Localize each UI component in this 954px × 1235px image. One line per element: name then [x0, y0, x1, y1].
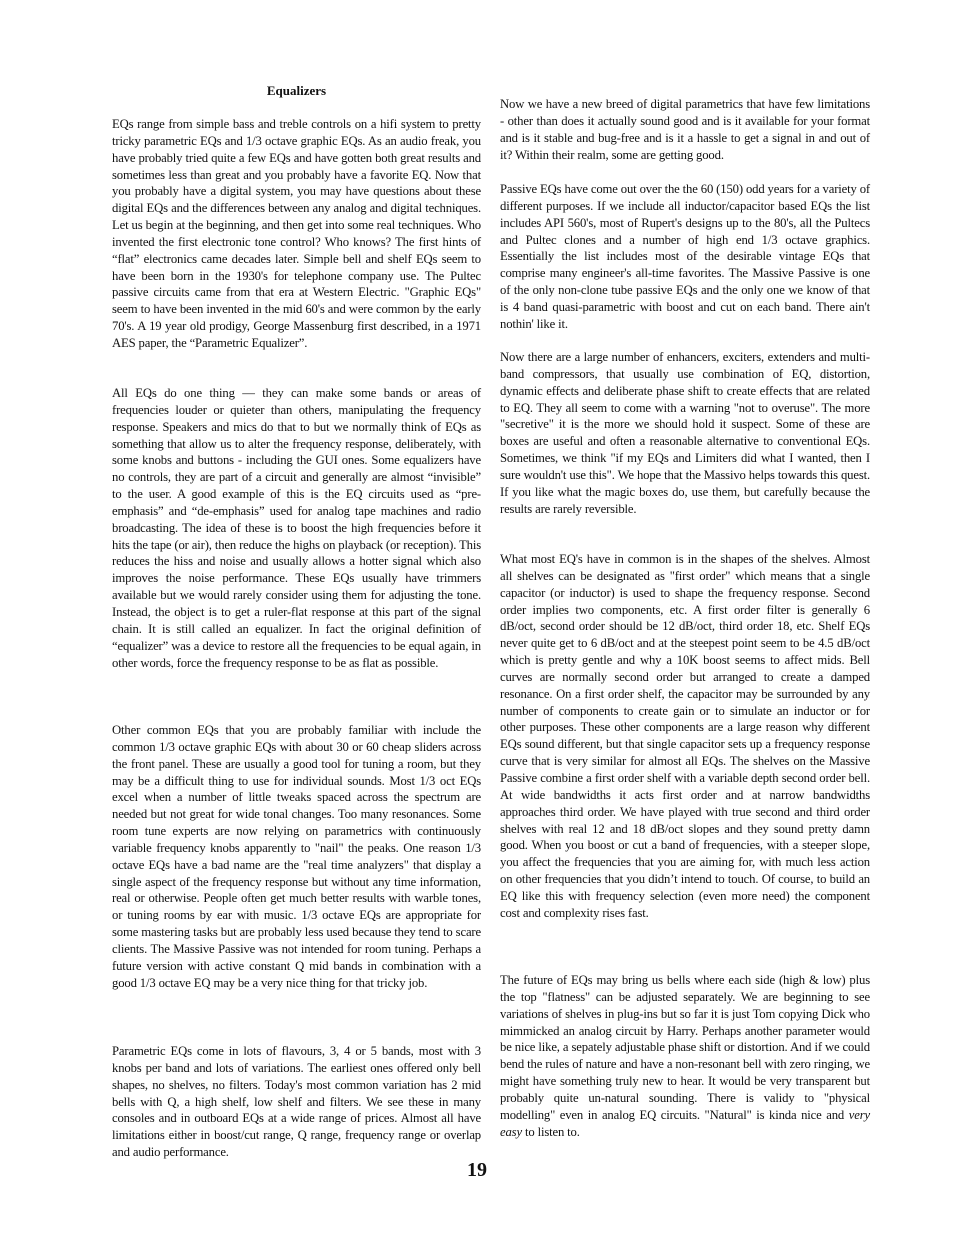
right-paragraph-1: Now we have a new breed of digital parametrics that have few limitations - other than does it actually sound good and is it available for your format and is it stable and bug-free and is it a hassle to get a signal in and out of it? Within their realm, some are getting good. [500, 97, 870, 162]
right-paragraph-2: Passive EQs have come out over the the 60 (150) odd years for a variety of different purposes. If we include all inductor/capacitor based EQs the list includes API 560's, most of Rupert's designs up to the 80's, all the Pultecs and Pultec clones and a number of high end 1/3 octave graphics. Essentially the list includes most of the desirable vintage EQs that comprise many engineer's all-time favorites. The Massive Passive is one of the only non-clone tube passive EQs and the only one we know of that is 4 band quasi-parametric with boost and cut on each band. There ain't nothin' like it. [500, 182, 870, 331]
left-paragraph-3: Other common EQs that you are probably familiar with include the common 1/3 octave graphic EQs with about 30 or 60 cheap sliders across the front panel. These are usually a good tool for tuning a room, but they may be a difficult thing to use for individual sounds. Most 1/3 oct EQs excel when a number of little tweaks spaced across the spectrum are needed but not great for wide tonal changes. Too many resonances. Some room tune experts are now relying on parametrics with continuously variable frequency knobs apparently to "nail" the peaks. One reason 1/3 octave EQs have a bad name are the "real time analyzers" that display a single aspect of the frequency response but without any time information, real or otherwise. People often get much better results with warble tones, or tuning rooms by ear with music. 1/3 octave EQs are appropriate for some mastering tasks but are probably less used because they tend to scare clients. The Massive Passive was not intended for room tuning. Perhaps a future version with active constant Q mid bands in combination with a good 1/3 octave EQ may be a very nice thing for that tricky job. [112, 723, 481, 990]
left-paragraph-2: All EQs do one thing — they can make some bands or areas of frequencies louder or quieter than others, manipulating the frequency response. Speakers and mics do that to but we normally think of EQs as something that allow us to alter the frequency response, deliberately, with some knobs and buttons - including the GUI ones. Some equalizers have no controls, they are part of a circuit and generally are almost “invisible” to the user. A good example of this is the EQ circuits used as “pre-emphasis” and “de-emphasis” used for analog tape machines and radio broadcasting. The idea of these is to boost the high frequencies before it hits the tape (or air), then reduce the highs on playback (or reception). This reduces the hiss and noise and usually allows a hotter signal which also improves the noise performance. These EQs usually have trimmers available but we would rarely consider using them for adjusting the tone. Instead, the object is to get a ruler-flat response at this part of the signal chain. It is still called an equalizer. In fact the original definition of “equalizer” was a device to restore all the frequencies to be equal again, in other words, force the frequency response to be as flat as possible. [112, 386, 481, 670]
paragraph-text: The future of EQs may bring us bells where each side (high & low) plus the top "flatness" can be adjusted separately. We are beginning to see variations of shelves in plug-ins but so far it is just Tom copying Dick who mimmicked an analog circuit by Harry. Perhaps another parameter would be nice like, a sepately adjustable phase shift or distortion. And if we could bend the rules of nature and have a non-resonant bell with zero ringing, we might have something truly new to hear. It would be very transparent but probably quite un-natural sounding. There is validy to "physical modelling" even in analog EQ circuits. "Natural" is kinda nice and [500, 973, 870, 1122]
left-paragraph-1: EQs range from simple bass and treble controls on a hifi system to pretty tricky parametric EQs and 1/3 octave graphic EQs. As an audio freak, you have probably tried quite a few EQs and have gotten both great results and sometimes less than great and you probably have a favorite EQ. Now that you probably have a digital system, you may have questions about these digital EQs and the differences between any analog and digital techniques. Let us begin at the beginning, and then get into some real techniques. Who invented the first electronic tone control? Who knows? The first hints of “flat” electronics came decades later. Simple bell and shelf EQs seem to have been born in the 1930's for telephone company use. The Pultec passive circuits came from that era at Western Electric. "Graphic EQs" seem to have been invented in the mid 60's and were common by the early 70's. A 19 year old prodigy, George Massenburg first described, in a 1971 AES paper, the “Parametric Equalizer”. [112, 117, 481, 350]
emphasis-text: very easy [500, 1107, 870, 1139]
left-paragraph-4: Parametric EQs come in lots of flavours, 3, 4 or 5 bands, most with 3 knobs per band and lots of variations. The earliest ones offered only bell shapes, no shelves, no filters. Today's most common variation has 2 mid bells with Q, a high shelf, low shelf and filters. We see these in many consoles and in outboard EQs at a wide range of prices. Almost all have limitations either in boost/cut range, Q range, frequency range or overlap and audio performance. [112, 1044, 481, 1160]
right-paragraph-4: What most EQ's have in common is in the shapes of the shelves. Almost all shelves can be designated as "first order" which means that a single capacitor (or inductor) is used to shape the frequency response. Second order implies two components, etc. A first order filter is generally 6 dB/oct, second order should be 12 dB/oct, third order 18, etc. Shelf EQs never quite get to 6 dB/oct and at the steepest point seem to be 4.5 dB/oct which is pretty gentle and why a 10K boost seems to affect mids. Bell curves are normally second order but arranged to create a damped resonance. On a first order shelf, the capacitor may be surrounded by any number of components to create gain or to simulate an inductor or for other purposes. These other components are a large reason why different EQs sound different, but that single capacitor sets up a frequency response curve that is very similar for almost all EQs. The shelves on the Massive Passive combine a first order shelf with a variable depth second order bell. At wide bandwidths it acts first order and at narrow bandwidths approaches third order. We have played with true second and third order shelves with real 12 and 18 dB/oct slopes and they sound pretty damn good. When you boost or cut a band of frequencies, with a steeper slope, you affect the frequencies that you are aiming for, with much less action on other frequencies that you didn’t intend to touch. Of course, to build an EQ like this with frequency selection (even more need) the component cost and complexity rises fast. [500, 552, 870, 920]
page-number: 19 [467, 1159, 487, 1181]
section-heading: Equalizers [266, 83, 327, 98]
right-paragraph-3: Now there are a large number of enhancers, exciters, extenders and multi-band compressors, that usually use combination of EQ, distortion, dynamic effects and deliberate phase shift to create effects that are related to EQ. They all seem to come with a warning "not to overuse". The more "secretive" it is the more we should hold it suspect. Some of these are boxes are useful and often a reasonable alternative to conventional EQs. Sometimes, we think "if my EQs and Limiters did what I wanted, then I sure wouldn't use this". We hope that the Massivo helps towards this quest. If you like what the magic boxes do, use them, but carefully because the results are rarely reversible. [500, 350, 870, 516]
paragraph-text-end: to listen to. [521, 1124, 580, 1139]
right-paragraph-5 [500, 972, 870, 1140]
